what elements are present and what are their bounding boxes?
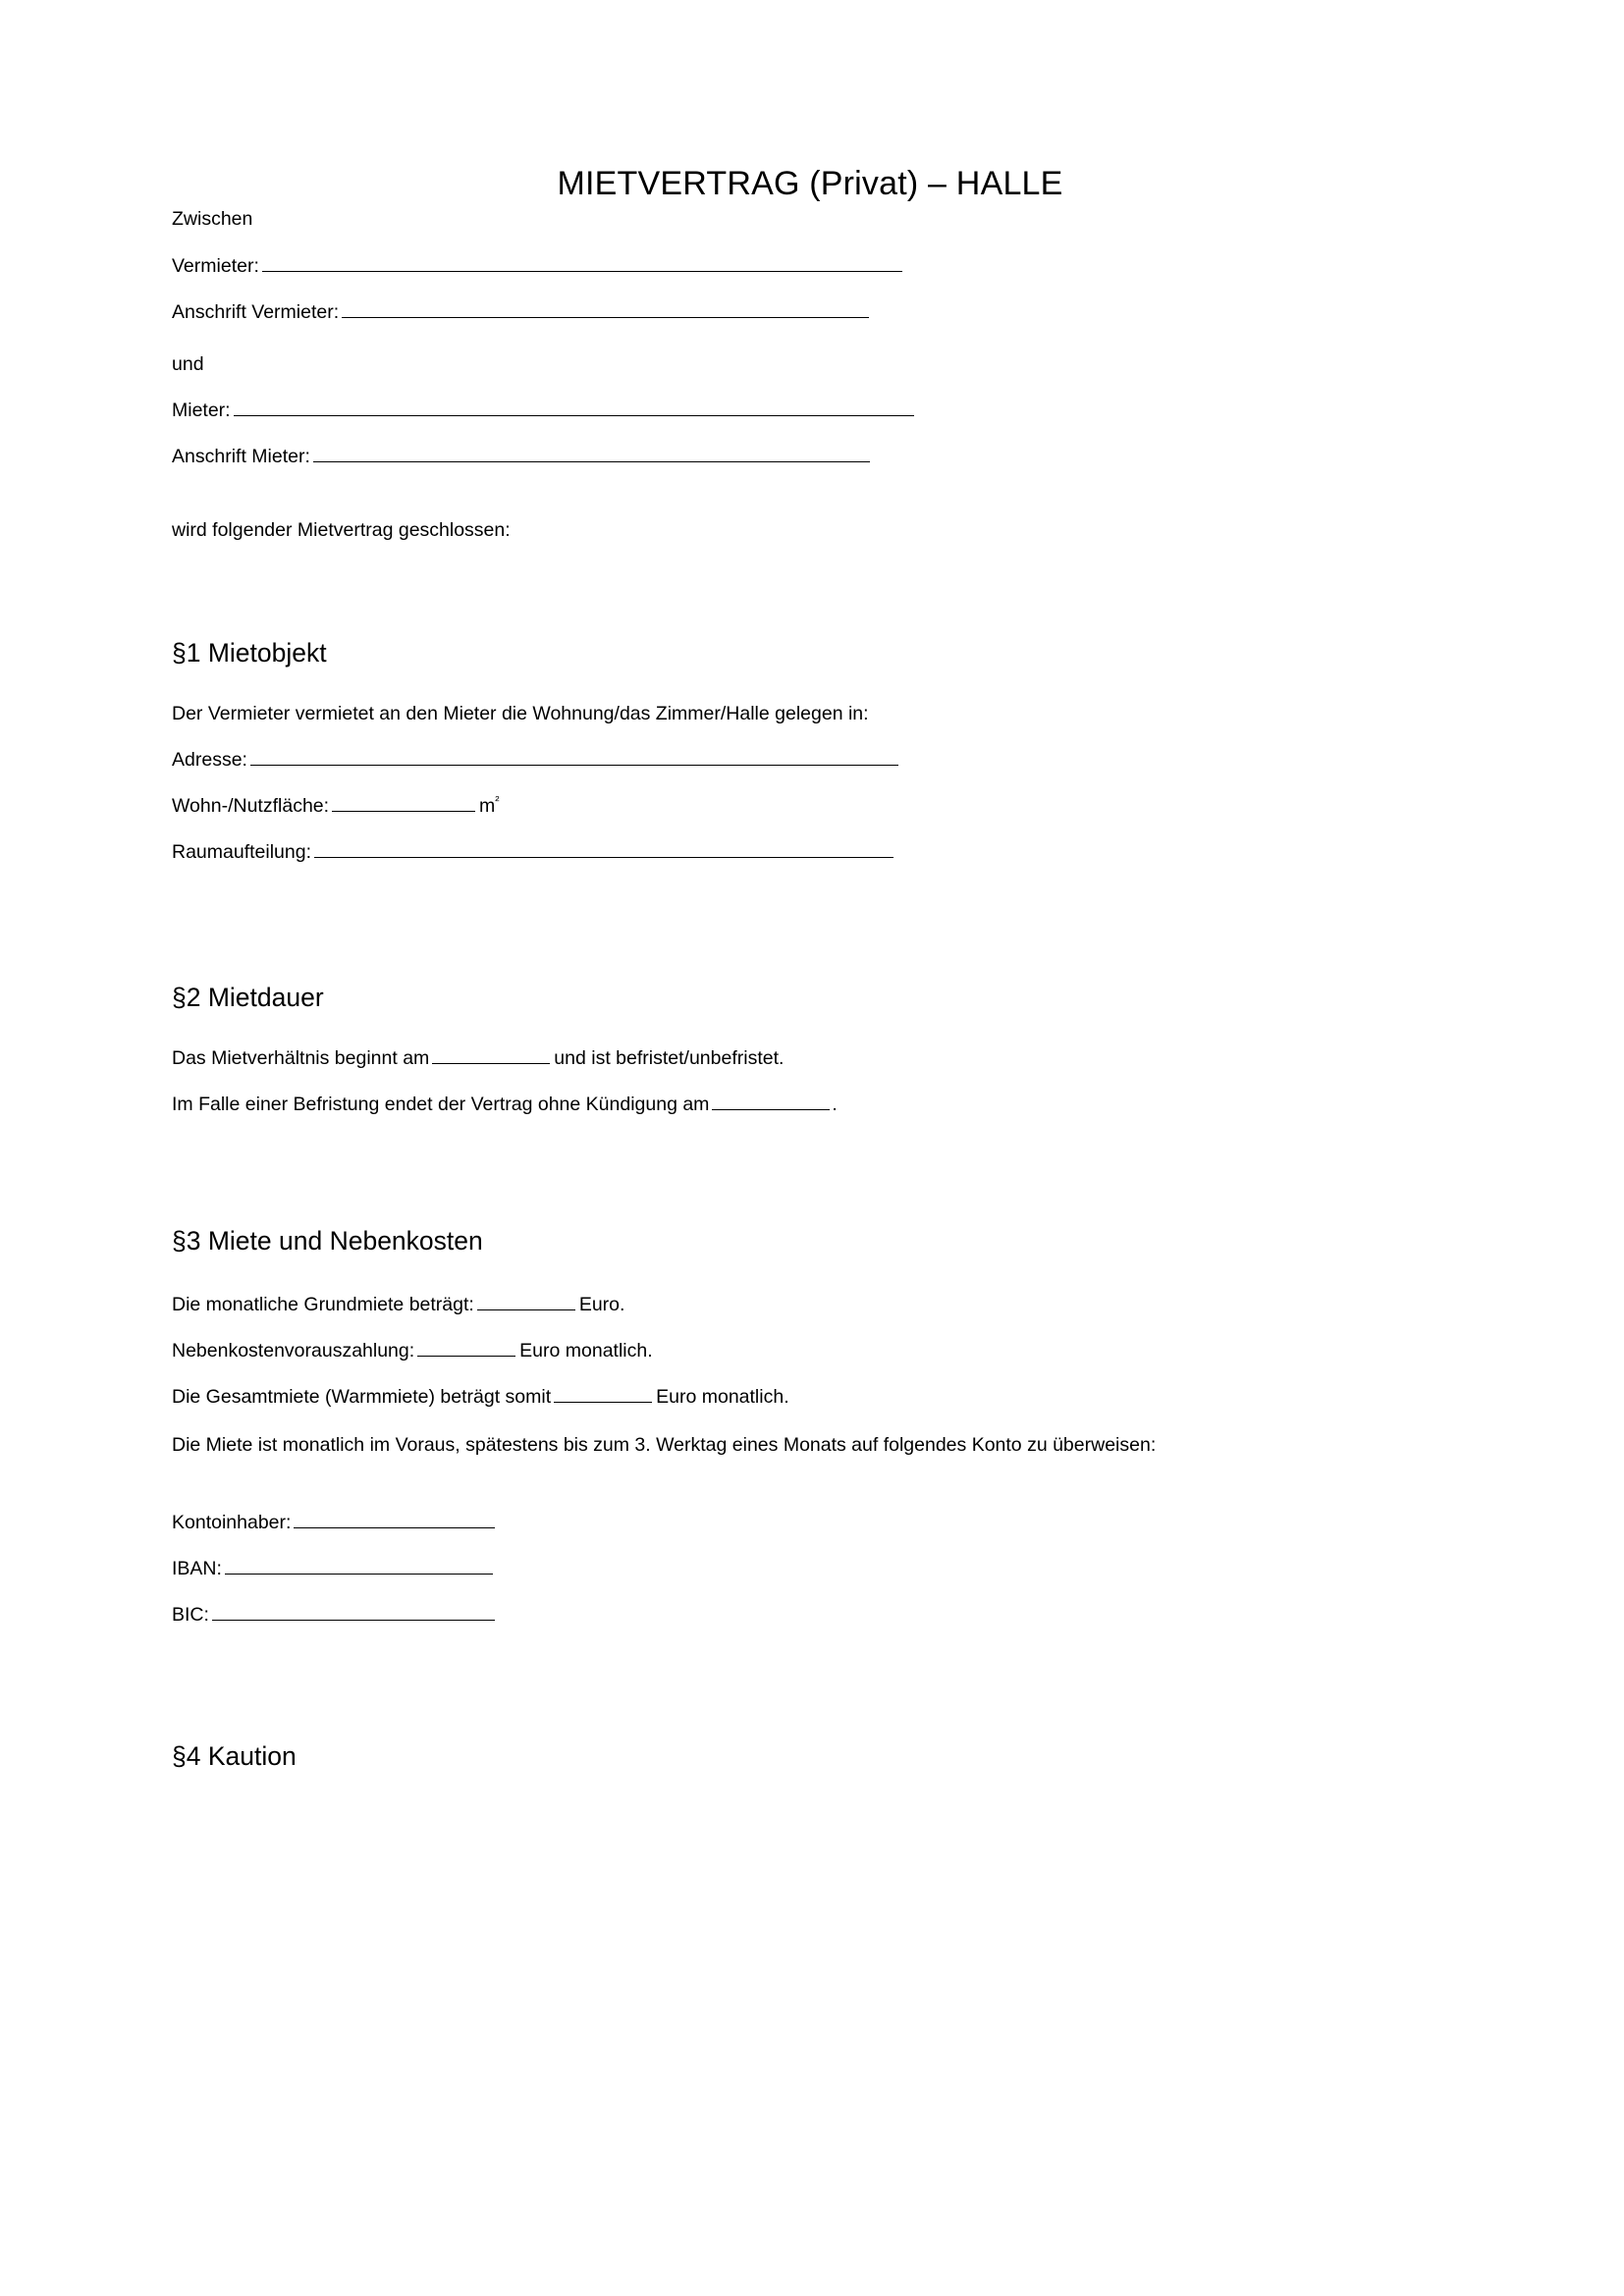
tenancy-start-suffix: und ist befristet/unbefristet. [554, 1047, 785, 1069]
iban-label: IBAN: [172, 1558, 222, 1579]
tenant-address-input-rule[interactable] [313, 447, 870, 462]
between-label: Zwischen [172, 208, 253, 230]
iban-field-row [172, 1556, 495, 1581]
section-heading-3: §3 Miete und Nebenkosten [172, 1226, 483, 1255]
total-rent-prefix: Die Gesamtmiete (Warmmiete) beträgt somit [172, 1386, 552, 1408]
landlord-input-rule[interactable] [262, 256, 902, 272]
section-1-lead: Der Vermieter vermietet an den Mieter die Wohnung/das Zimmer/Halle gelegen in: [172, 703, 869, 724]
landlord-label: Vermieter: [172, 255, 259, 277]
tenancy-start-prefix: Das Mietverhältnis beginnt am [172, 1047, 430, 1069]
living-area-unit: m [479, 795, 496, 817]
living-area-input-rule[interactable] [332, 796, 475, 812]
utilities-input-rule[interactable] [417, 1341, 515, 1357]
account-holder-input-rule[interactable] [294, 1513, 495, 1528]
tenancy-start-input-rule[interactable] [432, 1048, 550, 1064]
section-heading-4: §4 Kaution [172, 1741, 297, 1771]
tenant-label: Mieter: [172, 400, 231, 421]
tenancy-end-prefix: Im Falle einer Befristung endet der Vertrag ohne Kündigung am [172, 1094, 710, 1115]
bic-label: BIC: [172, 1604, 209, 1626]
utilities-suffix: Euro monatlich. [519, 1340, 653, 1362]
landlord-address-input-rule[interactable] [342, 302, 869, 318]
living-area-label: Wohn-/Nutzfläche: [172, 795, 330, 817]
and-label: und [172, 353, 204, 375]
closing-line: wird folgender Mietvertrag geschlossen: [172, 519, 511, 541]
page-title: MIETVERTRAG (Privat) – HALLE [557, 165, 1063, 202]
utilities-row [172, 1338, 653, 1363]
landlord-address-label: Anschrift Vermieter: [172, 301, 340, 323]
account-holder-field-row [172, 1510, 497, 1535]
room-layout-input-rule[interactable] [314, 842, 893, 858]
tenant-field-row [172, 398, 916, 423]
iban-input-rule[interactable] [225, 1559, 493, 1575]
tenant-input-rule[interactable] [234, 400, 914, 416]
payment-instructions-paragraph: Die Miete ist monatlich im Voraus, spätestens bis zum 3. Werktag eines Monats auf folgendes Konto zu überweisen: [172, 1434, 1157, 1456]
base-rent-row [172, 1292, 624, 1317]
base-rent-suffix: Euro. [578, 1294, 625, 1315]
tenancy-start-row [172, 1045, 784, 1071]
object-address-input-rule[interactable] [250, 750, 898, 766]
total-rent-input-rule[interactable] [554, 1387, 652, 1403]
total-rent-suffix: Euro monatlich. [656, 1386, 789, 1408]
landlord-address-field-row [172, 299, 871, 325]
total-rent-row [172, 1384, 789, 1410]
account-holder-label: Kontoinhaber: [172, 1512, 292, 1533]
tenant-address-label: Anschrift Mieter: [172, 446, 310, 467]
section-heading-2: §2 Mietdauer [172, 983, 324, 1012]
base-rent-prefix: Die monatliche Grundmiete beträgt: [172, 1294, 474, 1315]
tenancy-end-input-rule[interactable] [712, 1095, 830, 1110]
object-address-label: Adresse: [172, 749, 247, 771]
living-area-unit-exponent: ² [495, 792, 500, 808]
object-address-field-row [172, 747, 900, 773]
living-area-field-row [172, 793, 500, 819]
base-rent-input-rule[interactable] [477, 1295, 575, 1310]
tenancy-end-suffix: . [832, 1094, 838, 1115]
bic-input-rule[interactable] [212, 1605, 495, 1621]
room-layout-label: Raumaufteilung: [172, 841, 312, 863]
room-layout-field-row [172, 839, 895, 865]
tenancy-end-row [172, 1092, 838, 1117]
section-heading-1: §1 Mietobjekt [172, 638, 327, 667]
bic-field-row [172, 1602, 497, 1628]
tenant-address-field-row [172, 444, 872, 469]
utilities-prefix: Nebenkostenvorauszahlung: [172, 1340, 415, 1362]
landlord-field-row [172, 253, 904, 279]
